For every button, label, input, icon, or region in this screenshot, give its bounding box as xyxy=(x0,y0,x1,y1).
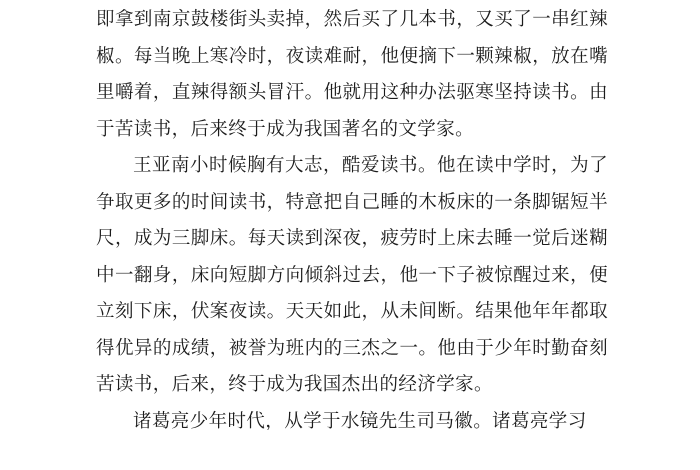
document-body xyxy=(96,0,608,430)
paragraph-2: 王亚南小时候胸有大志，酷爱读书。他在读中学时，为了争取更多的时间读书，特意把自己睡的木板床的一条脚锯短半尺，成为三脚床。每天读到深夜，疲劳时上床去睡一觉后迷糊中一翻身，床向短脚方向倾斜过去，他一下子被惊醒过来，便立刻下床，伏案夜读。天天如此，从未间断。结果他年年都取得优异的成绩，被誉为班内的三杰之一。他由于少年时勤奋刻苦读书，后来，终于成为我国杰出的经济学家。 xyxy=(96,155,608,395)
paragraph-3-container xyxy=(96,404,608,430)
paragraph-3: 诸葛亮少年时代，从学于水镜先生司马徽。诸葛亮学习 xyxy=(133,410,587,430)
paragraph-1: 即拿到南京鼓楼街头卖掉，然后买了几本书，又买了一串红辣椒。每当晚上寒冷时，夜读难耐，他便摘下一颗辣椒，放在嘴里嚼着，直辣得额头冒汗。他就用这种办法驱寒坚持读书。由于苦读书，后来终于成为我国著名的文学家。 xyxy=(96,9,608,140)
